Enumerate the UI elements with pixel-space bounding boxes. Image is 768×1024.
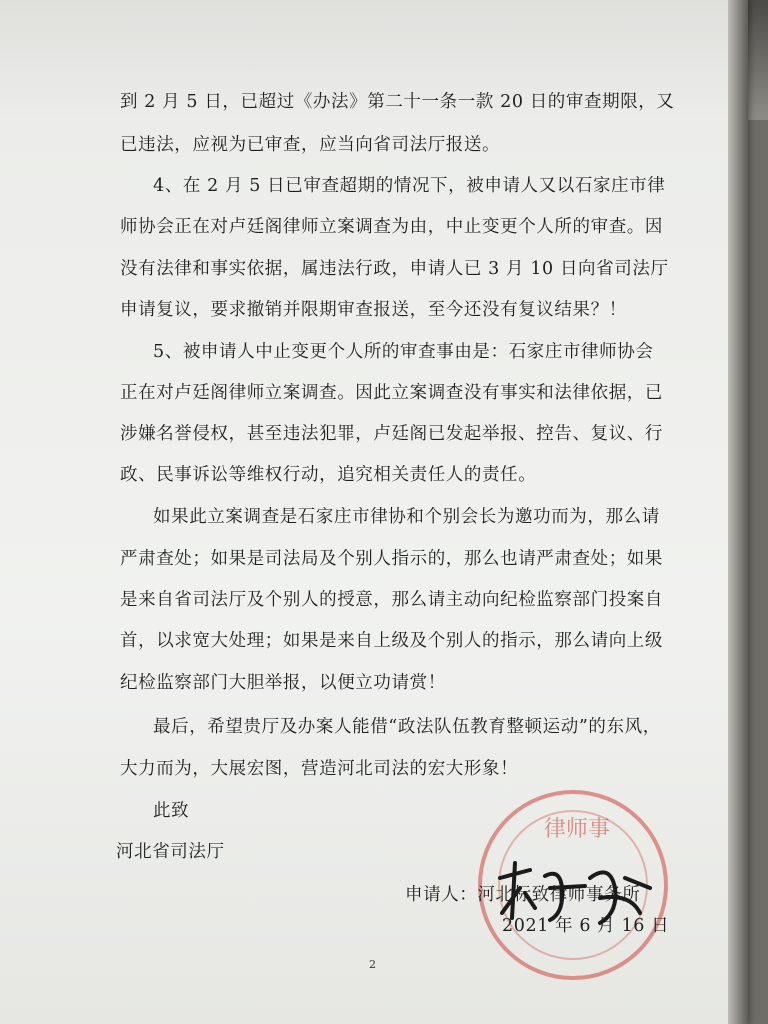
text-line: 正在对卢廷阁律师立案调查。因此立案调查没有事实和法律依据，已 — [120, 383, 663, 403]
text-line: 严肃查处；如果是司法局及个别人指示的，那么也请严肃查处；如果 — [120, 549, 663, 569]
text-line: 政、民事诉讼等维权行动，追究相关责任人的责任。 — [120, 465, 537, 485]
text-line: 是来自省司法厅及个别人的授意，那么请主动向纪检监察部门投案自 — [120, 590, 663, 610]
text-line: 申请复议，要求撤销并限期审查报送，至今还没有复议结果？！ — [120, 300, 627, 320]
seal-text: 律师事 — [544, 817, 611, 842]
text-line: 师协会正在对卢廷阁律师立案调查为由，中止变更个人所的审查。因 — [120, 217, 663, 237]
text-line: 到 2 月 5 日，已超过《办法》第二十一条一款 20 日的审查期限，又 — [120, 92, 675, 112]
text-line: 如果此立案调查是石家庄市律协和个别会长为邀功而为，那么请 — [153, 507, 660, 527]
closing-salutation: 此致 — [153, 801, 190, 821]
page-number: 2 — [369, 958, 376, 971]
applicant-line: 申请人：河北标致律师事务所 — [405, 885, 641, 905]
text-line: 涉嫌名誉侵权，甚至违法犯罪，卢廷阁已发起举报、控告、复议、行 — [120, 424, 663, 444]
text-line: 已违法，应视为已审查，应当向省司法厅报送。 — [120, 135, 501, 155]
date-line: 2021 年 6 月 16 日 — [502, 916, 670, 936]
text-line: 最后，希望贵厅及办案人能借“政法队伍教育整顿运动”的东风， — [153, 717, 661, 737]
text-line: 大力而为，大展宏图，营造河北司法的宏大形象！ — [120, 759, 519, 779]
text-line: 5、被申请人中止变更个人所的审查事由是：石家庄市律师协会 — [153, 342, 654, 362]
text-line: 4、在 2 月 5 日已审查超期的情况下，被申请人又以石家庄市律 — [153, 176, 666, 196]
recipient: 河北省司法厅 — [116, 842, 225, 862]
text-line: 纪检监察部门大胆举报，以便立功请赏！ — [120, 673, 446, 693]
text-line: 首，以求宽大处理；如果是来自上级及个别人的指示，那么请向上级 — [120, 631, 663, 651]
page-edge-shadow — [728, 0, 748, 1024]
text-line: 没有法律和事实依据，属违法行政，申请人已 3 月 10 日向省司法厅 — [120, 259, 669, 279]
